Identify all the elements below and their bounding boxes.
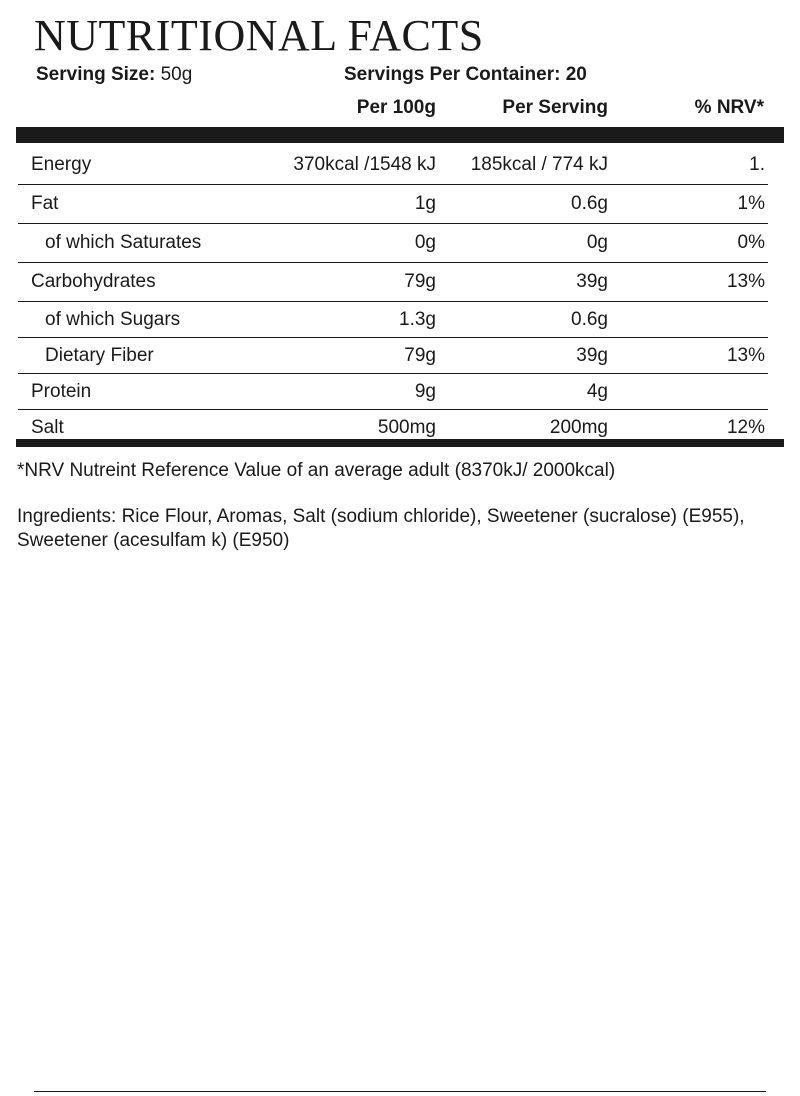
per-serving-value: 0.6g <box>571 308 608 330</box>
bottom-divider <box>34 1091 766 1092</box>
nrv-footnote: *NRV Nutreint Reference Value of an average adult (8370kJ/ 2000kcal) <box>17 460 616 481</box>
per-100g-value: 370kcal /1548 kJ <box>293 154 436 175</box>
nutrient-name: of which Saturates <box>45 232 202 253</box>
per-serving-value: 200mg <box>549 416 608 438</box>
per-100g-value: 1.3g <box>399 308 436 330</box>
table-row-saturates <box>18 224 768 263</box>
nrv-value: 12% <box>726 416 765 438</box>
nutrient-name: Carbohydrates <box>31 271 156 292</box>
serving-size-value: 50g <box>160 64 193 85</box>
nrv-value: 1. <box>749 154 765 175</box>
nutrition-table <box>18 146 768 445</box>
ingredients-text: Ingredients: Rice Flour, Aromas, Salt (sodium chloride), Sweetener (sucralose) (E955), Sweetener (acesulfam k) (E950) <box>17 506 745 551</box>
nutrient-name: Salt <box>31 416 64 438</box>
per-serving-value: 0g <box>586 232 608 253</box>
nutrient-name: Fat <box>31 193 59 214</box>
per-100g-value: 9g <box>414 380 436 402</box>
nutrient-name: Energy <box>31 154 92 175</box>
column-header-nrv: % NRV* <box>694 97 764 118</box>
nutrient-name: of which Sugars <box>45 308 181 330</box>
per-serving-value: 39g <box>576 271 608 292</box>
nrv-value: 13% <box>726 344 765 366</box>
serving-size-label: Serving Size: <box>36 64 156 85</box>
page-title: NUTRITIONAL FACTS <box>34 11 484 60</box>
per-serving-value: 39g <box>576 344 608 366</box>
table-row-energy <box>18 146 768 185</box>
nrv-value: 0% <box>737 232 765 253</box>
per-100g-value: 79g <box>404 344 436 366</box>
nrv-value: 13% <box>726 271 765 292</box>
column-header-per-serving: Per Serving <box>502 97 608 118</box>
table-bottom-rule <box>16 439 784 447</box>
serving-size <box>36 64 192 86</box>
per-serving-value: 185kcal / 774 kJ <box>470 154 608 175</box>
per-100g-value: 79g <box>404 271 436 292</box>
nutrient-name: Protein <box>31 380 92 402</box>
per-100g-value: 0g <box>414 232 436 253</box>
table-row-dietary-fiber <box>18 338 768 374</box>
table-row-fat <box>18 185 768 224</box>
per-100g-value: 500mg <box>377 416 436 438</box>
column-header-per-100g: Per 100g <box>356 97 436 118</box>
table-row-carbohydrates <box>18 263 768 302</box>
table-top-rule <box>16 127 784 143</box>
nutrient-name: Dietary Fiber <box>45 344 154 366</box>
nrv-value: 1% <box>737 193 765 214</box>
table-row-protein <box>18 374 768 410</box>
per-serving-value: 4g <box>586 380 608 402</box>
per-100g-value: 1g <box>414 193 436 214</box>
per-serving-value: 0.6g <box>571 193 608 214</box>
servings-per-container: Servings Per Container: 20 <box>344 64 587 85</box>
table-row-sugars <box>18 302 768 338</box>
